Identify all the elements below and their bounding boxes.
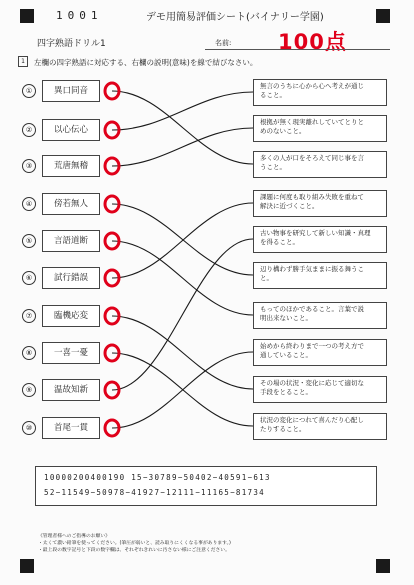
explanation-line: うこと。	[260, 163, 286, 171]
correct-circle-mark	[105, 196, 119, 212]
item-number: ⑧	[22, 346, 36, 360]
correct-circle-mark	[105, 382, 119, 398]
correct-circle-mark	[105, 420, 119, 436]
idiom-box: 言語道断	[42, 230, 100, 252]
item-number: ⑦	[22, 309, 36, 323]
explanation-box	[253, 151, 387, 178]
match-line	[112, 241, 253, 315]
explanation-box	[253, 79, 387, 106]
sheet-number: 1001	[56, 9, 103, 22]
correct-circle-mark	[105, 83, 119, 99]
item-number: ②	[22, 123, 36, 137]
notes-line: ・太くて濃い鉛筆を使ってください。(筆圧が弱いと、読み取りにくくなる事があります。)	[38, 541, 231, 546]
explanation-box	[253, 190, 387, 217]
explanation-line: 始めから終わりまで一つの考え方で	[260, 342, 364, 350]
code-box	[35, 466, 377, 506]
score-mark: 100点	[278, 30, 347, 54]
idiom-box: 一喜一憂	[42, 342, 100, 364]
explanation-box	[253, 376, 387, 403]
explanation-box	[253, 115, 387, 142]
registration-mark-bottom-left	[20, 559, 34, 573]
explanation-line: 通していること。	[260, 351, 312, 359]
explanation-line: めのないこと。	[260, 127, 306, 135]
name-label: 名前:	[215, 39, 232, 47]
explanation-line: 多くの人が口をそろえて同じ事を言	[260, 154, 364, 162]
explanation-line: 明出来ないこと。	[260, 314, 312, 322]
match-line	[112, 92, 253, 130]
explanation-line: ること。	[260, 91, 286, 99]
idiom-box: 首尾一貫	[42, 417, 100, 439]
explanation-box	[253, 339, 387, 366]
explanation-line: 無言のうちに心から心へ考えが通じ	[260, 82, 364, 90]
match-line	[112, 203, 253, 278]
explanation-line: その場の状況・変化に応じて適切な	[260, 379, 364, 387]
correct-circle-mark	[105, 233, 119, 249]
question-number-box: 1	[18, 56, 28, 67]
explanation-line: 課題に何度も取り組み失敗を重ねて	[260, 193, 364, 201]
item-number: ①	[22, 84, 36, 98]
idiom-box: 臨機応変	[42, 305, 100, 327]
match-line	[112, 316, 253, 389]
idiom-box: 傍若無人	[42, 193, 100, 215]
idiom-box: 試行錯誤	[42, 267, 100, 289]
registration-mark-top-right	[376, 9, 390, 23]
explanation-box	[253, 413, 387, 440]
explanation-line: と。	[260, 274, 273, 282]
correct-circle-mark	[105, 122, 119, 138]
explanation-line: もってのほかであること。言葉で説	[260, 305, 364, 313]
admin-notes	[38, 533, 328, 554]
explanation-line: を得ること。	[260, 238, 299, 246]
question-instruction: 左欄の四字熟語に対応する、右欄の説明(意味)を線で結びなさい。	[34, 58, 258, 67]
explanation-line: 根拠が無く現実離れしていてとりと	[260, 118, 364, 126]
match-line	[112, 204, 253, 275]
explanation-line: 解決に近づくこと。	[260, 202, 319, 210]
item-number: ⑤	[22, 234, 36, 248]
idiom-box: 温故知新	[42, 379, 100, 401]
match-line	[112, 353, 253, 426]
item-number: ③	[22, 159, 36, 173]
explanation-box	[253, 262, 387, 289]
match-line	[112, 239, 253, 390]
item-number: ④	[22, 197, 36, 211]
explanation-line: 辺り構わず勝手気ままに振る舞うこ	[260, 265, 364, 273]
explanation-box	[253, 302, 387, 329]
notes-line: ・最上段の数字記号と下段の数字欄は、それぞれきれいに汚さない様にご注意ください。	[38, 548, 230, 553]
item-number: ⑨	[22, 383, 36, 397]
match-line	[112, 128, 253, 166]
match-line	[112, 352, 253, 428]
idiom-box: 以心伝心	[42, 119, 100, 141]
name-field-underline	[205, 49, 390, 50]
drill-title: 四字熟語ドリル1	[37, 39, 106, 49]
idiom-box: 異口同音	[42, 80, 100, 102]
match-line	[112, 91, 253, 164]
explanation-line: 状況の変化につれて喜んだり心配し	[260, 416, 364, 424]
explanation-line: 古い物事を研究して新しい知識・真理	[260, 229, 371, 237]
registration-mark-bottom-right	[376, 559, 390, 573]
correct-circle-mark	[105, 308, 119, 324]
code-line: 52−11549−50978−41927−12111−11165−81734	[44, 488, 265, 497]
registration-mark-top-left	[20, 9, 34, 23]
explanation-line: 手段をとること。	[260, 388, 312, 396]
item-number: ⑥	[22, 271, 36, 285]
explanation-line: たりすること。	[260, 425, 306, 433]
sheet-title: デモ用簡易評価シート(バイナリー学園)	[146, 12, 324, 23]
correct-circle-mark	[105, 158, 119, 174]
item-number: ⑩	[22, 421, 36, 435]
code-line: 10000200400190 15−30789−50402−40591−613	[44, 473, 271, 482]
idiom-box: 荒唐無稽	[42, 155, 100, 177]
explanation-box	[253, 226, 387, 253]
correct-circle-mark	[105, 270, 119, 286]
notes-title: 《管理者様へのご指導のお願い》	[38, 534, 110, 539]
correct-circle-mark	[105, 345, 119, 361]
